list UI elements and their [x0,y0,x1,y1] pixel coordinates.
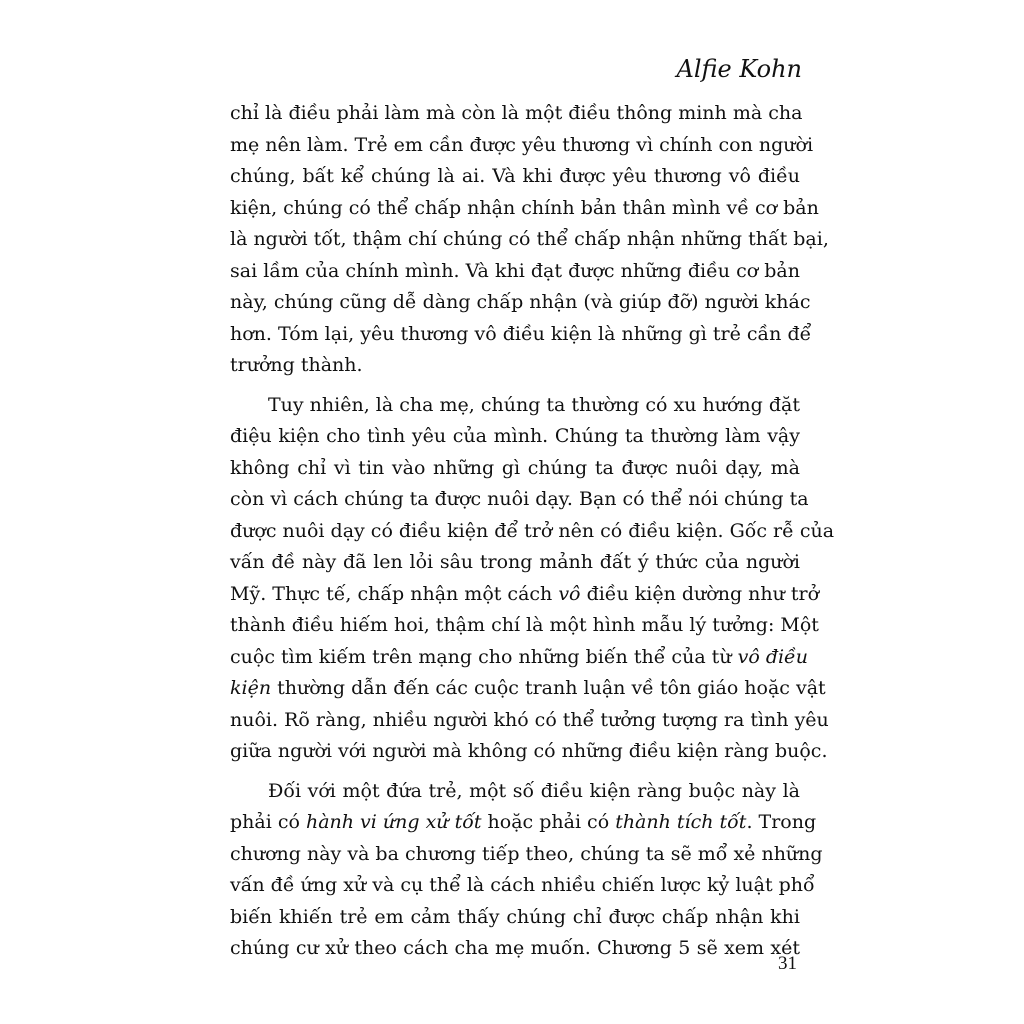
paragraph-gap [230,768,800,776]
text-line: giữa người với người mà không có những điều kiện ràng buộc. [230,740,828,762]
paragraph-3 [230,776,823,965]
text-line: mẹ nên làm. Trẻ em cần được yêu thương vì chính con người [230,133,814,156]
paragraph-gap [230,382,800,390]
text-line: sai lầm của chính mình. Và khi đạt được những điều cơ bản [230,259,800,282]
text-line: chúng cư xử theo cách cha mẹ muốn. Chương 5 sẽ xem xét [230,937,800,959]
text-line: chương này và ba chương tiếp theo, chúng ta sẽ mổ xẻ những [230,842,823,865]
text-run: điều kiện dường như trở [586,582,820,605]
text-line: nuôi. Rõ ràng, nhiều người khó có thể tưởng tượng ra tình yêu [230,708,829,731]
text-line: Đối với một đứa trẻ, một số điều kiện ràng buộc này là [268,779,800,802]
italic-run: kiện [230,677,272,699]
text-line-mixed [230,579,820,611]
text-line: được nuôi dạy có điều kiện để trở nên có điều kiện. Gốc rễ của [230,519,835,542]
text-run: thường dẫn đến các cuộc tranh luận về tôn giáo hoặc vật [277,677,826,699]
text-run: hoặc phải có [487,811,610,833]
text-line: điệu kiện cho tình yêu của mình. Chúng ta thường làm vậy [230,425,800,447]
text-line: chúng, bất kể chúng là ai. Và khi được yêu thương vô điều [230,165,800,187]
text-line: không chỉ vì tin vào những gì chúng ta được nuôi dạy, mà [230,456,800,479]
text-line: vấn đề ứng xử và cụ thể là cách nhiều chiến lược kỷ luật phổ [230,874,815,896]
text-line-mixed [230,673,826,705]
text-line: là người tốt, thậm chí chúng có thể chấp nhận những thất bại, [230,228,829,250]
italic-run: vô [558,582,581,605]
text-line-mixed [230,807,817,839]
paragraph-2 [230,390,835,768]
text-run: phải có [230,811,300,833]
text-line: thành điều hiếm hoi, thậm chí là một hình mẫu lý tưởng: Một [230,614,819,636]
text-line: hơn. Tóm lại, yêu thương vô điều kiện là những gì trẻ cần để [230,322,812,345]
body-text [230,98,835,965]
page-number: 31 [778,953,797,974]
text-line: còn vì cách chúng ta được nuôi dạy. Bạn có thể nói chúng ta [230,488,809,510]
paragraph-1 [230,98,829,382]
text-line: trưởng thành. [230,354,363,376]
italic-run: vô điều [737,645,808,668]
text-line: Tuy nhiên, là cha mẹ, chúng ta thường có xu hướng đặt [268,393,800,416]
text-line: kiện, chúng có thể chấp nhận chính bản thân mình về cơ bản [230,196,819,219]
text-run: cuộc tìm kiếm trên mạng cho những biến thể của từ [230,645,732,668]
running-header-author: Alfie Kohn [676,55,802,83]
text-line: này, chúng cũng dễ dàng chấp nhận (và giúp đỡ) người khác [230,291,811,313]
italic-run: hành vi ứng xử tốt [305,811,482,833]
text-line: vấn đề này đã len lỏi sâu trong mảnh đất ý thức của người [230,551,800,573]
text-line: biến khiến trẻ em cảm thấy chúng chỉ được chấp nhận khi [230,905,800,928]
italic-run: thành tích tốt [615,811,747,833]
text-run: Mỹ. Thực tế, chấp nhận một cách [230,582,553,605]
text-run: . Trong [746,811,817,833]
text-line-mixed [230,642,808,674]
text-line: chỉ là điều phải làm mà còn là một điều thông minh mà cha [230,102,803,124]
